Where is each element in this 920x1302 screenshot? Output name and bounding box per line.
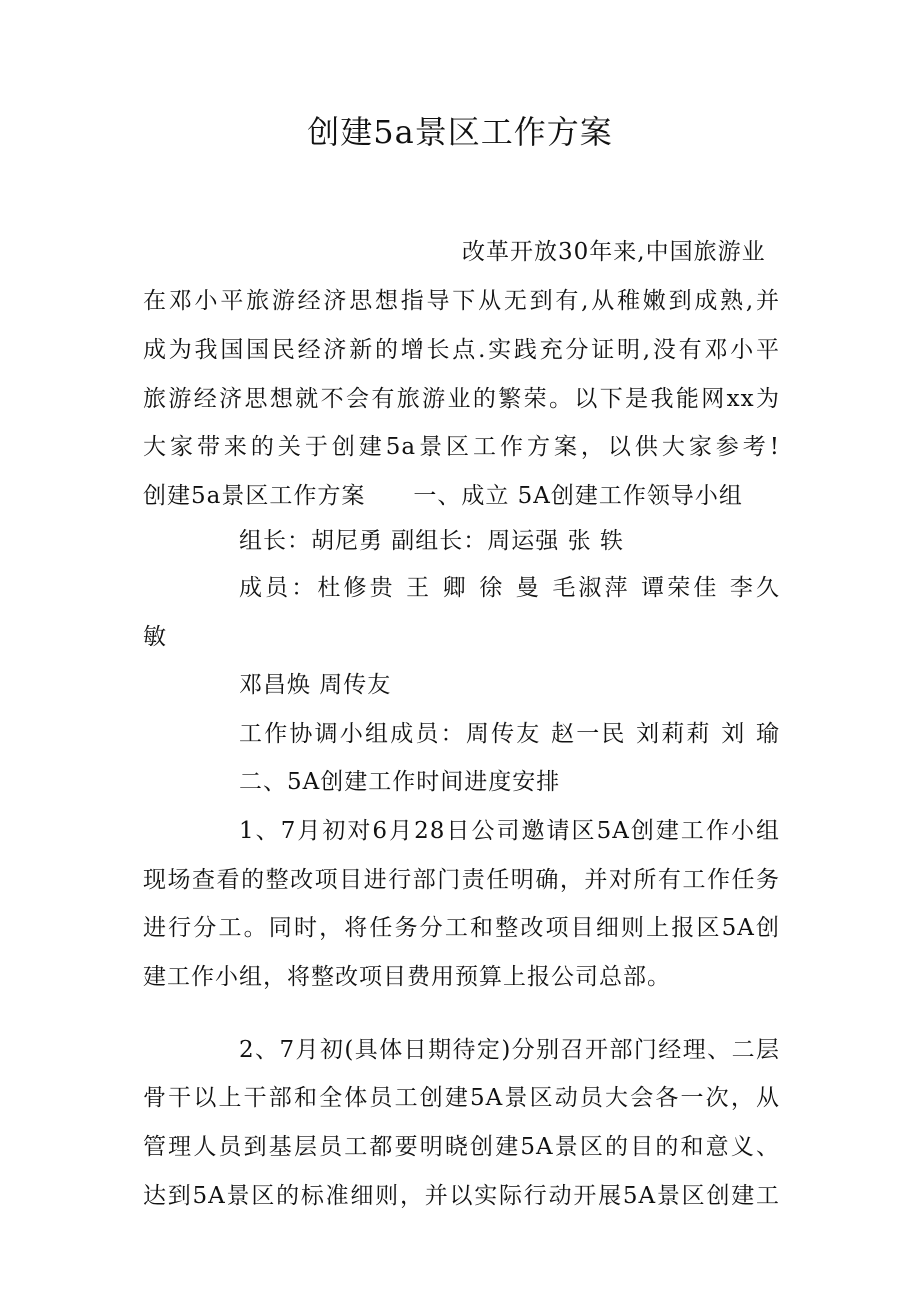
paragraph-line: 成为我国国民经济新的增长点.实践充分证明,没有邓小平: [143, 337, 780, 363]
coordination-group-line: 工作协调小组成员：周传友 赵一民 刘莉莉 刘 瑜: [239, 721, 780, 747]
paragraph-line: 达到5A景区的标准细则，并以实际行动开展5A景区创建工: [143, 1183, 780, 1209]
paragraph-line: 大家带来的关于创建5a景区工作方案，以供大家参考!: [143, 434, 780, 460]
paragraph-line: 旅游经济思想就不会有旅游业的繁荣。以下是我能网xx为: [143, 386, 780, 412]
paragraph-line: 改革开放30年来,中国旅游业: [462, 239, 766, 265]
members-line: 成员：杜修贵 王 卿 徐 曼 毛淑萍 谭荣佳 李久: [239, 575, 780, 601]
section-heading: 二、5A创建工作时间进度安排: [239, 769, 561, 795]
paragraph-line: 1、7月初对6月28日公司邀请区5A创建工作小组: [239, 818, 780, 844]
section-heading-line: 创建5a景区工作方案 一、成立 5A创建工作领导小组: [143, 483, 743, 509]
paragraph-line: 2、7月初(具体日期待定)分别召开部门经理、二层: [239, 1037, 780, 1063]
members-line-extra: 邓昌焕 周传友: [239, 672, 392, 698]
paragraph-line: 管理人员到基层员工都要明晓创建5A景区的目的和意义、: [143, 1134, 780, 1160]
paragraph-line: 骨干以上干部和全体员工创建5A景区动员大会各一次，从: [143, 1085, 780, 1111]
paragraph-line: 建工作小组，将整改项目费用预算上报公司总部。: [143, 964, 671, 990]
members-line-continued: 敏: [143, 624, 167, 650]
document-title: 创建5a景区工作方案: [307, 113, 613, 151]
paragraph-line: 进行分工。同时，将任务分工和整改项目细则上报区5A创: [143, 915, 780, 941]
leader-line: 组长：胡尼勇 副组长：周运强 张 轶: [239, 528, 624, 554]
paragraph-line: 在邓小平旅游经济思想指导下从无到有,从稚嫩到成熟,并: [143, 288, 780, 314]
paragraph-line: 现场查看的整改项目进行部门责任明确，并对所有工作任务: [143, 867, 780, 893]
